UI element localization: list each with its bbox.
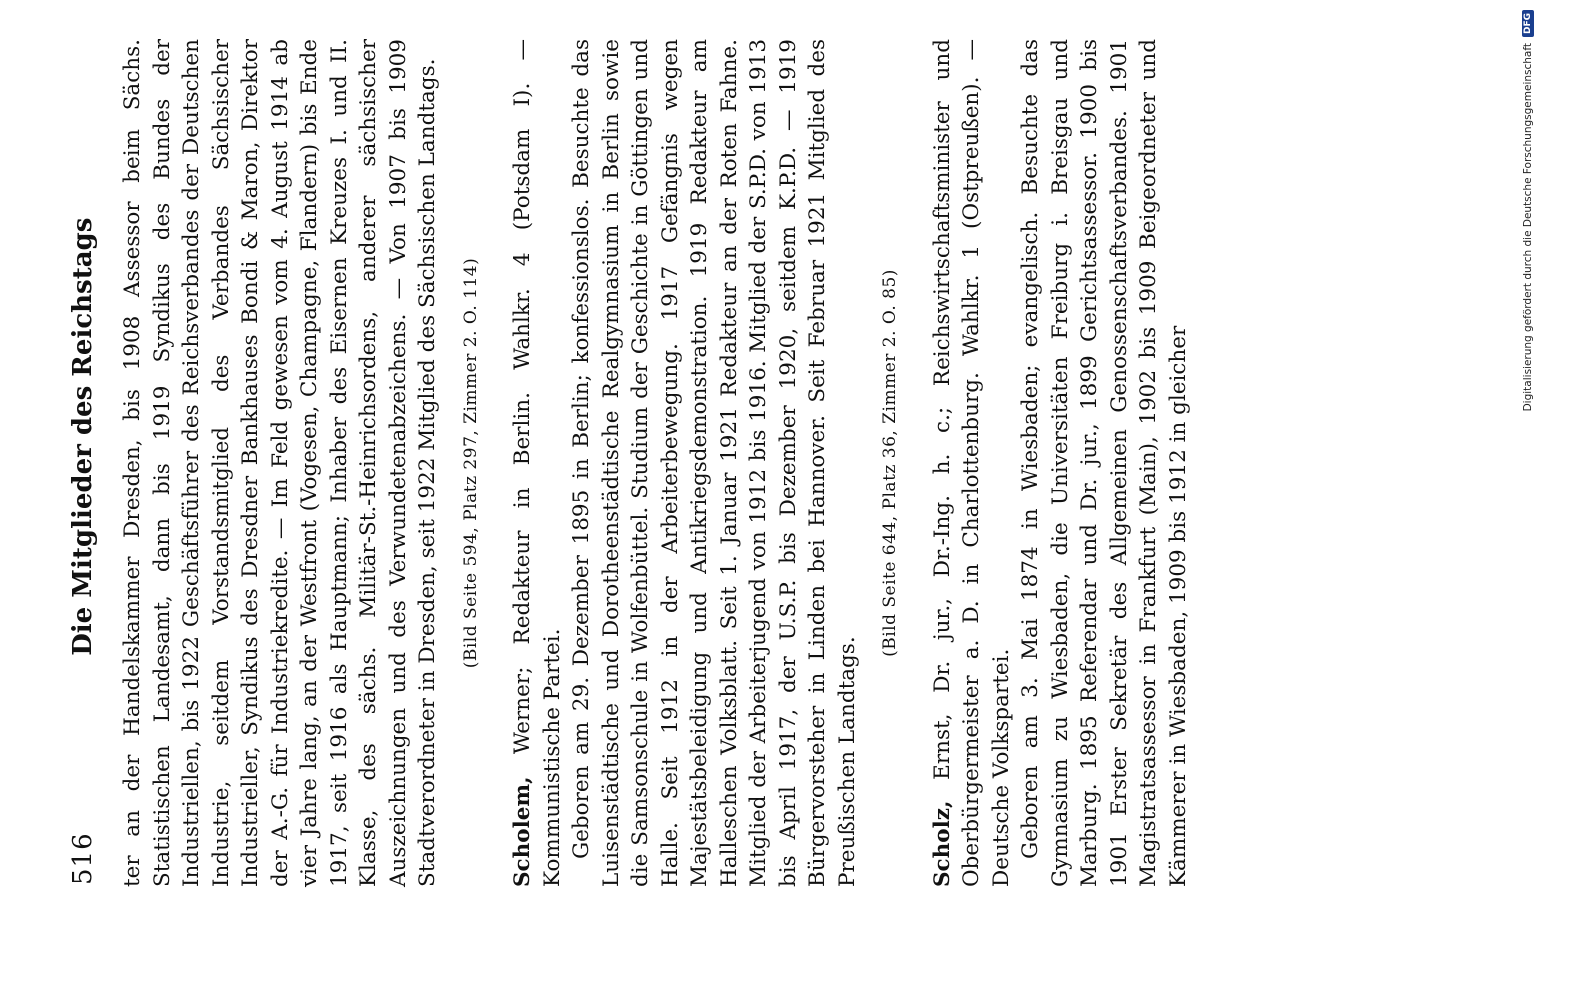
entry-name: Scholem, <box>510 776 535 887</box>
entry-continuation <box>118 39 443 887</box>
entry-paragraph: Geboren am 29. Dezember 1895 in Berlin; konfessionslos. Besuchte das Luisenstädtische und Dorotheenstädtische Realgymnasium in Berlin sowie die Samsonschule in Wolfenbüttel. Studium der Geschichte in Göttingen und Halle. Seit 1912 in der Arbeiterbewegung. 1917 Gefängnis wegen Majestätsbeleidigung und Antikriegsdemonstration. 1919 Redakteur am Halleschen Volksblatt. Seit 1. Januar 1921 Redakteur an der Roten Fahne. Mitglied der Arbeiterjugend von 1912 bis 1916. Mitglied der S.P.D. von 1913 bis April 1917, der U.S.P. bis Dezember 1920, seitdem K.P.D. — 1919 Bürgervorsteher in Linden bei Hannover. Seit Februar 1921 Mitglied des Preußischen Landtags. <box>569 39 860 887</box>
entry-heading <box>928 39 1017 887</box>
digitization-credit: Digitalisierung gefördert durch die Deutsche Forschungsgemeinschaft <box>1522 43 1534 412</box>
body-text <box>118 33 1193 893</box>
entry-name: Scholz, <box>929 800 955 887</box>
entry-paragraph: Geboren am 3. Mai 1874 in Wiesbaden; evangelisch. Besuchte das Gymnasium zu Wiesbaden, die Universitäten Freiburg i. Breisgau und Marburg. 1895 Referendar und Dr. jur., 1899 Gerichtsassessor. 1900 bis 1901 Erster Sekretär des Allgemeinen Genossenschaftsverbandes. 1901 Magistratsassessor in Frankfurt (Main), 1902 bis 1909 Beigeordneter und Kämmerer in Wiesbaden, 1909 bis 1912 in gleicher <box>1018 39 1191 887</box>
digitization-note <box>1522 10 1534 990</box>
rotated-page <box>68 33 1498 893</box>
page-number: 516 <box>68 832 98 885</box>
photo-caption: (Bild Seite 594, Platz 297, Zimmer 2. O. 114) <box>460 257 481 669</box>
entry-scholz <box>928 39 1194 887</box>
entry-intro: Werner; Redakteur in Berlin. Wahlkr. 4 (Potsdam I). — Kommunistische Partei. <box>510 39 565 887</box>
dfg-logo: DFG <box>1522 10 1534 37</box>
entry-intro: Ernst, Dr. jur., Dr.-Ing. h. c.; Reichswirtschaftsminister und Oberbürgermeister a. D. in Charlottenburg. Wahlkr. 1 (Ostpreußen). — Deutsche Volkspartei. <box>929 39 1014 887</box>
page-header <box>68 33 98 893</box>
running-title: Die Mitglieder des Reichstags <box>68 217 98 656</box>
entry-heading <box>508 39 567 887</box>
photo-caption: (Bild Seite 644, Platz 36, Zimmer 2. O. 85) <box>880 269 900 657</box>
entry-scholem <box>508 39 862 887</box>
entry-paragraph: ter an der Handelskammer Dresden, bis 1908 Assessor beim Sächs. Statistischen Landesamt, dann bis 1919 Syndikus des Bundes der Industriellen, bis 1922 Geschäftsführer des Reichsverbandes der Deutschen Industrie, seitdem Vorstandsmitglied des Verbandes Sächsischer Industrieller, Syndikus des Dresdner Bankhauses Bondi & Maron, Direktor der A.-G. für Industriekredite. — Im Feld gewesen vom 4. August 1914 ab vier Jahre lang, an der Westfront (Vogesen, Champagne, Flandern) bis Ende 1917, seit 1916 als Hauptmann; Inhaber des Eisernen Kreuzes I. und II. Klasse, des sächs. Militär-St.-Heinrichsordens, anderer sächsischer Auszeichnungen und des Verwundetenabzeichens. — Von 1907 bis 1909 Stadtverordneter in Dresden, seit 1922 Mitglied des Sächsischen Landtags. <box>120 39 440 887</box>
